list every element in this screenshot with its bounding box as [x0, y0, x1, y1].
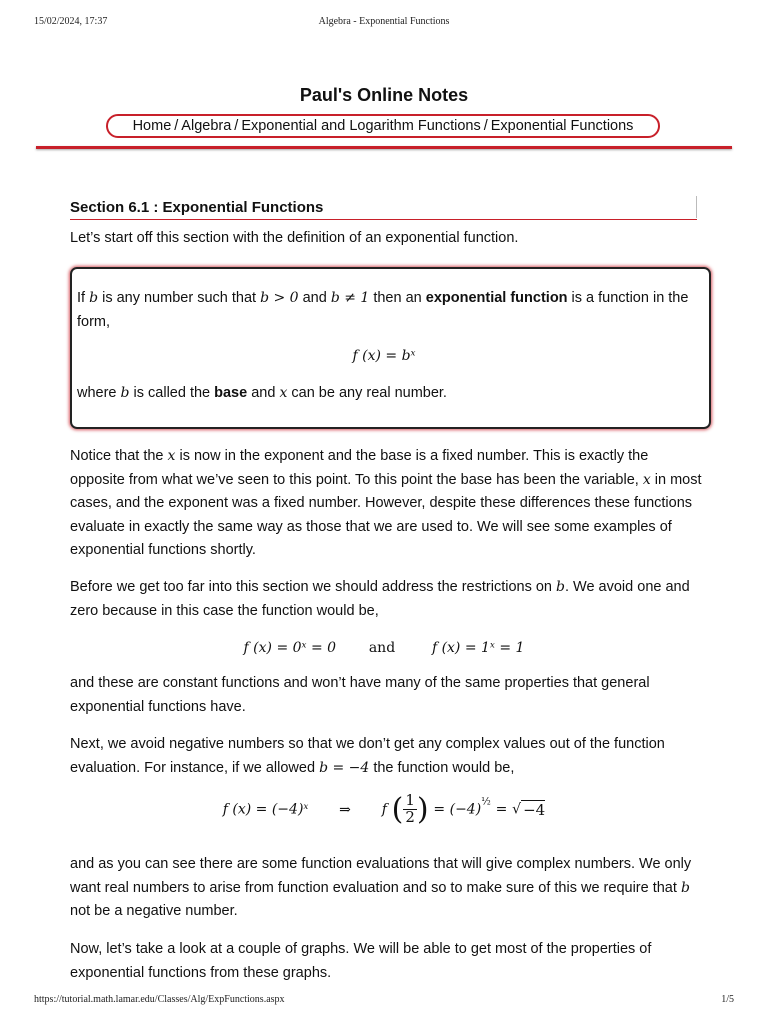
- def-text-segment: and: [298, 290, 331, 306]
- notice-text: Notice that the: [70, 448, 168, 464]
- negative-text: Next, we avoid negative numbers so that we don’t get any complex values out of the function evaluation. For instance, if we allowed: [70, 736, 665, 776]
- def-text-segment: is a function in the form,: [77, 290, 689, 330]
- header-divider: [36, 146, 732, 149]
- section-heading: Section 6.1 : Exponential Functions: [70, 199, 697, 220]
- math-condition-b-positive: b > 0: [260, 290, 299, 306]
- equation-negative-base: [0, 792, 768, 827]
- def-text-segment: where: [77, 385, 121, 401]
- def-text-segment: then an: [369, 290, 426, 306]
- right-paren: ): [416, 792, 429, 827]
- breadcrumb: [106, 114, 660, 138]
- equation-f: f: [381, 801, 387, 818]
- breadcrumb-separator: /: [483, 118, 488, 134]
- math-condition-b-minus-four: b = −4: [319, 759, 370, 776]
- graphs-paragraph: [70, 938, 702, 985]
- notice-paragraph: [70, 445, 702, 563]
- print-footer: [0, 994, 768, 1008]
- implies-arrow: ⇒: [339, 801, 351, 818]
- complex-text: and as you can see there are some function evaluations that will give complex numbers. We only want real numbers to arise from function evaluation and so to make sure of this we require that: [70, 856, 692, 896]
- constant-paragraph: [70, 672, 702, 719]
- def-text-segment: If: [77, 290, 90, 306]
- breadcrumb-exponential-functions[interactable]: Exponential Functions: [490, 118, 634, 134]
- definition-formula: [0, 346, 768, 364]
- print-datetime: 15/02/2024, 17:37: [34, 16, 108, 27]
- left-paren: (: [391, 792, 404, 827]
- breadcrumb-separator: /: [234, 118, 239, 134]
- definition-where-line: [77, 382, 709, 406]
- fraction-one-half: [403, 793, 417, 826]
- restrictions-paragraph: [70, 576, 702, 623]
- equation-neg-four-power: f (x) = (−4)ˣ: [222, 801, 309, 818]
- print-page-title: Algebra - Exponential Functions: [318, 16, 450, 27]
- breadcrumb-separator: /: [174, 118, 179, 134]
- graphs-text: Now, let’s take a look at a couple of graphs. We will be able to get most of the properties of exponential functions from these graphs.: [70, 941, 652, 981]
- exponent-one-half: ½: [481, 796, 491, 808]
- print-url: https://tutorial.math.lamar.edu/Classes/Alg/ExpFunctions.aspx: [34, 994, 285, 1005]
- notice-text: is now in the exponent and the base is a fixed number. This is exactly the opposite from what we’ve seen to this point. To this point the base has been the variable,: [70, 448, 649, 488]
- print-page-number: 1/5: [721, 994, 734, 1005]
- formula-f-x-equals-b-x: f (x) = bˣ: [352, 348, 416, 364]
- sqrt-radicand: −4: [523, 800, 546, 819]
- breadcrumb-algebra[interactable]: Algebra: [181, 118, 232, 134]
- print-header: [0, 16, 768, 30]
- definition-text: [77, 287, 709, 334]
- equation-and: and: [368, 640, 396, 656]
- sqrt-sign: √: [512, 801, 522, 818]
- term-base: base: [214, 385, 248, 401]
- intro-paragraph: [70, 227, 702, 251]
- def-text-segment: and: [247, 385, 280, 401]
- math-condition-b-not-one: b ≠ 1: [330, 290, 370, 306]
- notice-text: in most cases, and the exponent was a fixed number. However, despite these differences these functions evaluate in exactly the same way as those that we are used to. We will see some examples of exponential functions shortly.: [70, 471, 702, 558]
- math-var-x: x: [279, 385, 288, 401]
- math-var-b: b: [120, 385, 130, 401]
- math-var-b: b: [680, 879, 690, 896]
- complex-paragraph: [70, 853, 702, 924]
- breadcrumb-exp-log-functions[interactable]: Exponential and Logarithm Functions: [241, 118, 481, 134]
- negative-text: the function would be,: [369, 759, 515, 776]
- term-exponential-function: exponential function: [425, 290, 568, 306]
- breadcrumb-home[interactable]: Home: [132, 118, 172, 134]
- math-var-x: x: [167, 448, 176, 464]
- equation-neg-four-half: = (−4): [433, 801, 482, 818]
- math-var-b: b: [89, 290, 99, 306]
- site-title: Paul's Online Notes: [299, 85, 469, 105]
- def-text-segment: can be any real number.: [287, 385, 447, 401]
- equals-sign: =: [495, 801, 508, 818]
- negative-paragraph: [70, 733, 702, 780]
- constant-text: and these are constant functions and won’t have many of the same properties that general exponential functions have.: [70, 675, 650, 715]
- heading-divider-tick: [696, 196, 697, 218]
- fraction-numerator: 1: [405, 791, 415, 810]
- def-text-segment: is called the: [129, 385, 215, 401]
- def-text-segment: is any number such that: [98, 290, 261, 306]
- complex-text: not be a negative number.: [70, 903, 238, 919]
- fraction-denominator: 2: [405, 808, 415, 826]
- restrictions-text: . We avoid one and zero because in this case the function would be,: [70, 579, 690, 619]
- math-var-x: x: [642, 471, 651, 488]
- intro-text: Let’s start off this section with the definition of an exponential function.: [70, 230, 519, 246]
- math-var-b: b: [556, 579, 565, 595]
- restrictions-text: Before we get too far into this section we should address the restrictions on: [70, 579, 557, 595]
- equation-zero-one: [0, 638, 768, 656]
- equation-one-base: f (x) = 1ˣ = 1: [431, 640, 525, 656]
- equation-zero-base: f (x) = 0ˣ = 0: [243, 640, 337, 656]
